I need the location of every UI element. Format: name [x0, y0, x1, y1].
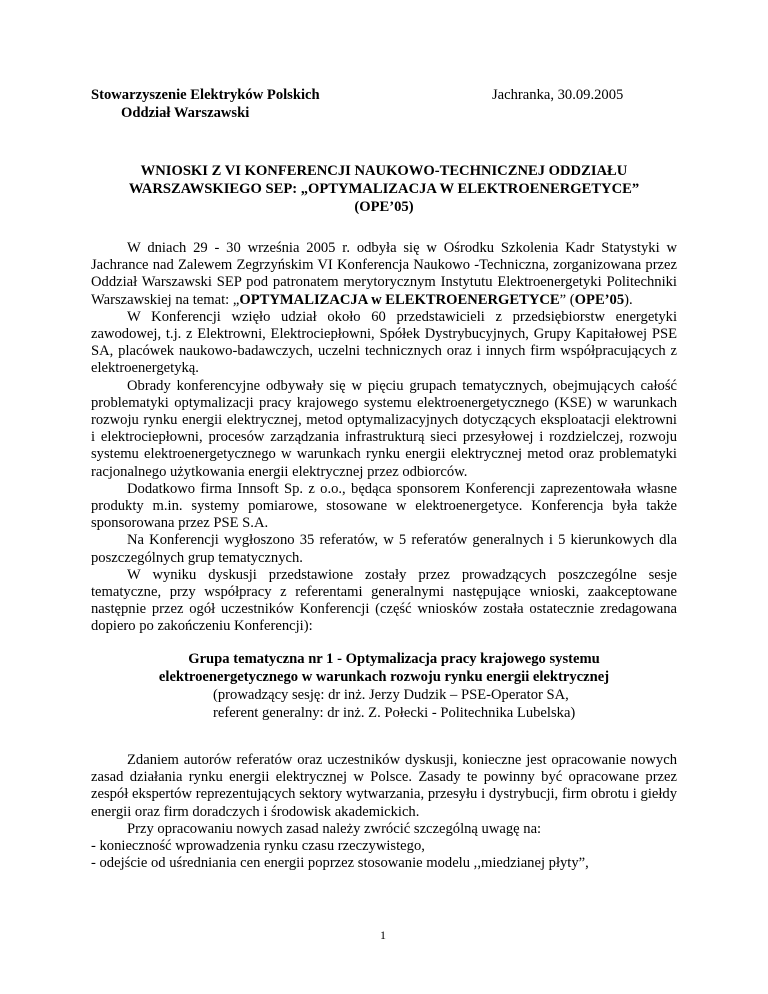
- intro-paragraph-5: Na Konferencji wygłoszono 35 referatów, w 5 referatów generalnych i 5 kierunkowych dla poszczególnych grup tematycznych.: [91, 532, 677, 566]
- intro-paragraph-3: Obrady konferencyjne odbywały się w pięciu grupach tematycznych, obejmujących całość problematyki optymalizacji pracy krajowego systemu elektroenergetycznego (KSE) w warunkach rozwoju rynku energii elektrycznej, metod optymalizacyjnych dotyczących eksploatacji elektrowni i elektrociepłowni, procesów zarządzania infrastrukturą sieci przesyłowej i rozdzielczej, rozwoju systemu elektroenergetycznego w warunkach rynku energii elektrycznej metod oraz problematyki racjonalnego użytkowania energii elektrycznej przez odbiorców.: [91, 377, 677, 480]
- intro-paragraph-2: W Konferencji wzięło udział około 60 przedstawicieli z przedsiębiorstw energetyki zawodowej, t.j. z Elektrowni, Elektrociepłowni, Spółek Dystrybucyjnych, Grupy Kapitałowej PSE SA, placówek naukowo-badawczych, uczelni technicznych oraz i innych firm współpracujących z elektroenergetyką.: [91, 308, 677, 377]
- place-date: Jachranka, 30.09.2005: [492, 87, 624, 103]
- page-number: 1: [380, 928, 386, 942]
- organization-header: [91, 86, 320, 122]
- conclusion-paragraph-2: Przy opracowaniu nowych zasad należy zwrócić szczególną uwagę na:: [127, 820, 542, 837]
- group-1-heading: [91, 650, 677, 722]
- conclusions-section: [91, 752, 677, 872]
- conference-name: OPTYMALIZACJA w ELEKTROENERGETYCE: [239, 291, 560, 308]
- intro-paragraph-1: W dniach 29 - 30 września 2005 r. odbyła się w Ośrodku Szkolenia Kadr Statystyki w Jachrance nad Zalewem Zegrzyńskim VI Konferencja Naukowo -Techniczna, zorganizowana przez Oddział Warszawski SEP pod patronatem merytorycznym Instytutu Elektroenergetyki Politechniki Warszawskiej na temat: „OPTYMALIZACJA w ELEKTROENERGETYCE” (OPE’05).: [91, 240, 677, 308]
- group-chair: (prowadzący sesję: dr inż. Jerzy Dudzik – PSE-Operator SA,: [213, 687, 569, 703]
- group-title-line-2: elektroenergetycznego w warunkach rozwoju rynku energii elektrycznej: [158, 669, 610, 685]
- title-line-3: (OPE’05): [354, 199, 414, 215]
- list-item: - odejście od uśredniania cen energii poprzez stosowanie modelu ,,miedzianej płyty”,: [91, 855, 589, 872]
- conclusion-paragraph-1: Zdaniem autorów referatów oraz uczestników dyskusji, konieczne jest opracowanie nowych zasad działania rynku energii elektrycznej w Polsce. Zasady te powinny być opracowane przez zespół ekspertów reprezentujących sektory wytwarzania, przesyłu i dystrybucji, firm obrotu i giełdy energii oraz firm doradczych i środowisk akademickich.: [91, 752, 677, 820]
- intro-section: [91, 240, 677, 636]
- group-referent: referent generalny: dr inż. Z. Połecki - Politechnika Lubelska): [213, 705, 576, 721]
- intro-paragraph-6: W wyniku dyskusji przedstawione zostały przez prowadzących poszczególne sesje tematyczne, przy współpracy z referentami generalnymi następujące wnioski, zaakceptowane następnie przez ogół uczestników Konferencji (część wniosków została ostatecznie zredagowana dopiero po zakończeniu Konferencji):: [91, 566, 677, 635]
- intro-paragraph-4: Dodatkowo firma Innsoft Sp. z o.o., będąca sponsorem Konferencji zaprezentowała własne produkty m.in. systemy pomiarowe, stosowane w elektroenergetyce. Konferencja była także sponsorowana przez PSE S.A.: [91, 480, 677, 532]
- group-title-line-1: Grupa tematyczna nr 1 - Optymalizacja pracy krajowego systemu: [188, 651, 600, 667]
- title-line-2: WARSZAWSKIEGO SEP: „OPTYMALIZACJA W ELEKTROENERGETYCE”: [128, 181, 640, 197]
- document-title: [91, 162, 677, 216]
- organization-branch: Oddział Warszawski: [121, 105, 250, 121]
- conference-acronym: OPE’05: [574, 291, 625, 308]
- list-item: - konieczność wprowadzenia rynku czasu rzeczywistego,: [91, 838, 425, 855]
- title-line-1: WNIOSKI Z VI KONFERENCJI NAUKOWO-TECHNICZNEJ ODDZIAŁU: [140, 163, 628, 179]
- organization-name: Stowarzyszenie Elektryków Polskich: [91, 87, 320, 103]
